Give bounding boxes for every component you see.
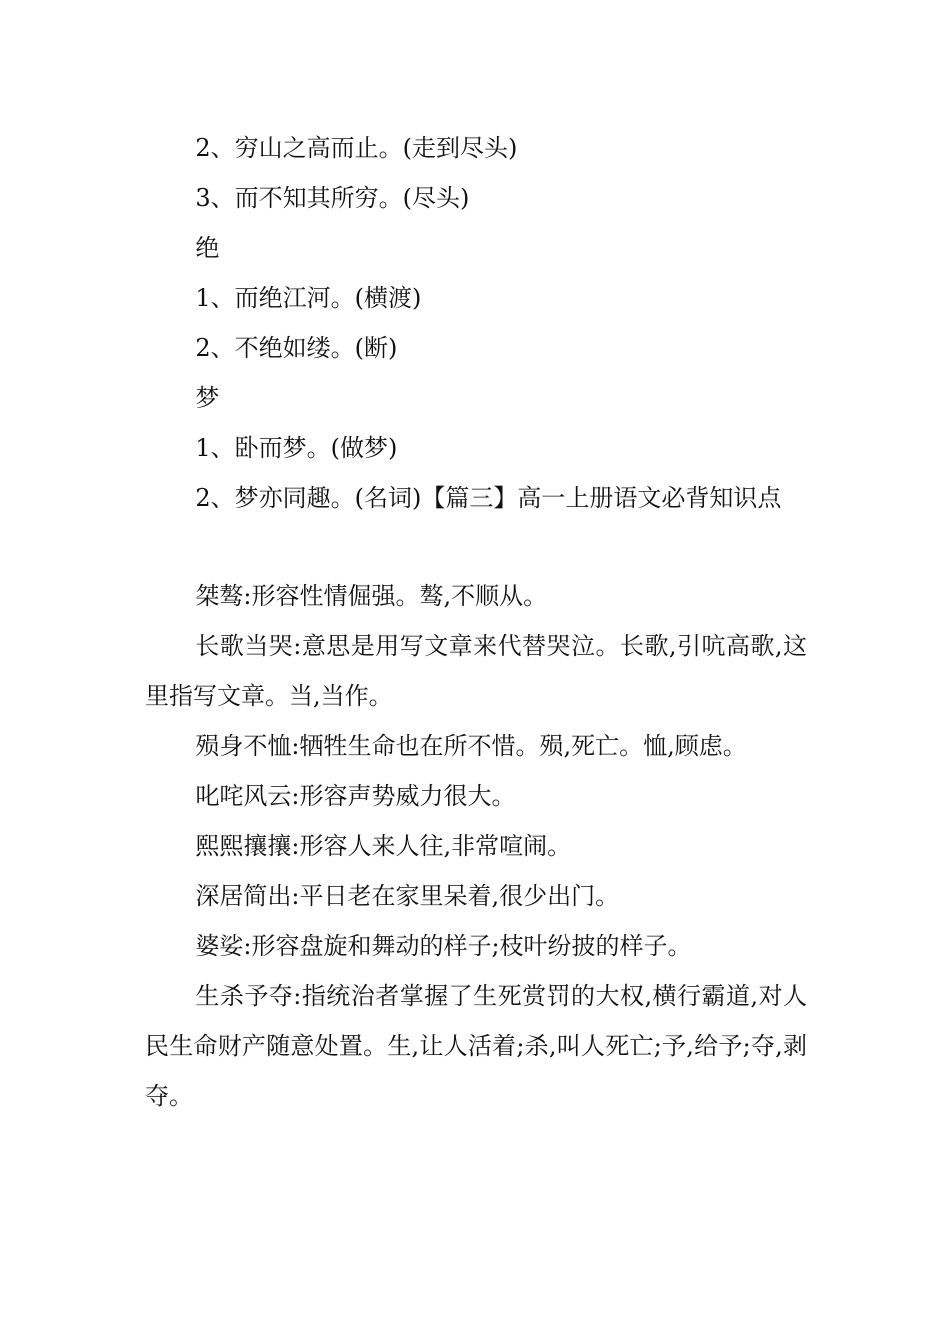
paragraph: 1、而绝江河。(横渡) bbox=[195, 284, 422, 312]
section-heading: 梦 bbox=[195, 384, 220, 412]
vocabulary-entry: 长歌当哭:意思是用写文章来代替哭泣。长歌,引吭高歌,这里指写文章。当,当作。 bbox=[145, 632, 807, 710]
vocabulary-entry: 桀骜:形容性情倔强。骜,不顺从。 bbox=[195, 582, 548, 610]
vocabulary-entry: 叱咤风云:形容声势威力很大。 bbox=[195, 782, 516, 810]
paragraph: 2、穷山之高而止。(走到尽头) bbox=[195, 134, 518, 162]
document-body bbox=[145, 123, 807, 1121]
paragraph: 3、而不知其所穷。(尽头) bbox=[195, 184, 470, 212]
paragraph: 2、不绝如缕。(断) bbox=[195, 334, 398, 362]
paragraph: 1、卧而梦。(做梦) bbox=[195, 434, 398, 462]
vocabulary-entry: 生杀予夺:指统治者掌握了生死赏罚的大权,横行霸道,对人民生命财产随意处置。生,让人活着;杀,叫人死亡;予,给予;夺,剥夺。 bbox=[145, 982, 807, 1110]
vocabulary-entry: 熙熙攘攘:形容人来人往,非常喧闹。 bbox=[195, 832, 572, 860]
vocabulary-entry: 殒身不恤:牺牲生命也在所不惜。殒,死亡。恤,顾虑。 bbox=[195, 732, 747, 760]
vocabulary-entry: 婆娑:形容盘旋和舞动的样子;枝叶纷披的样子。 bbox=[195, 932, 692, 960]
paragraph-gap bbox=[145, 523, 807, 571]
vocabulary-entry: 深居简出:平日老在家里呆着,很少出门。 bbox=[195, 882, 620, 910]
section-heading: 绝 bbox=[195, 234, 220, 262]
paragraph: 2、梦亦同趣。(名词)【篇三】高一上册语文必背知识点 bbox=[195, 484, 782, 512]
